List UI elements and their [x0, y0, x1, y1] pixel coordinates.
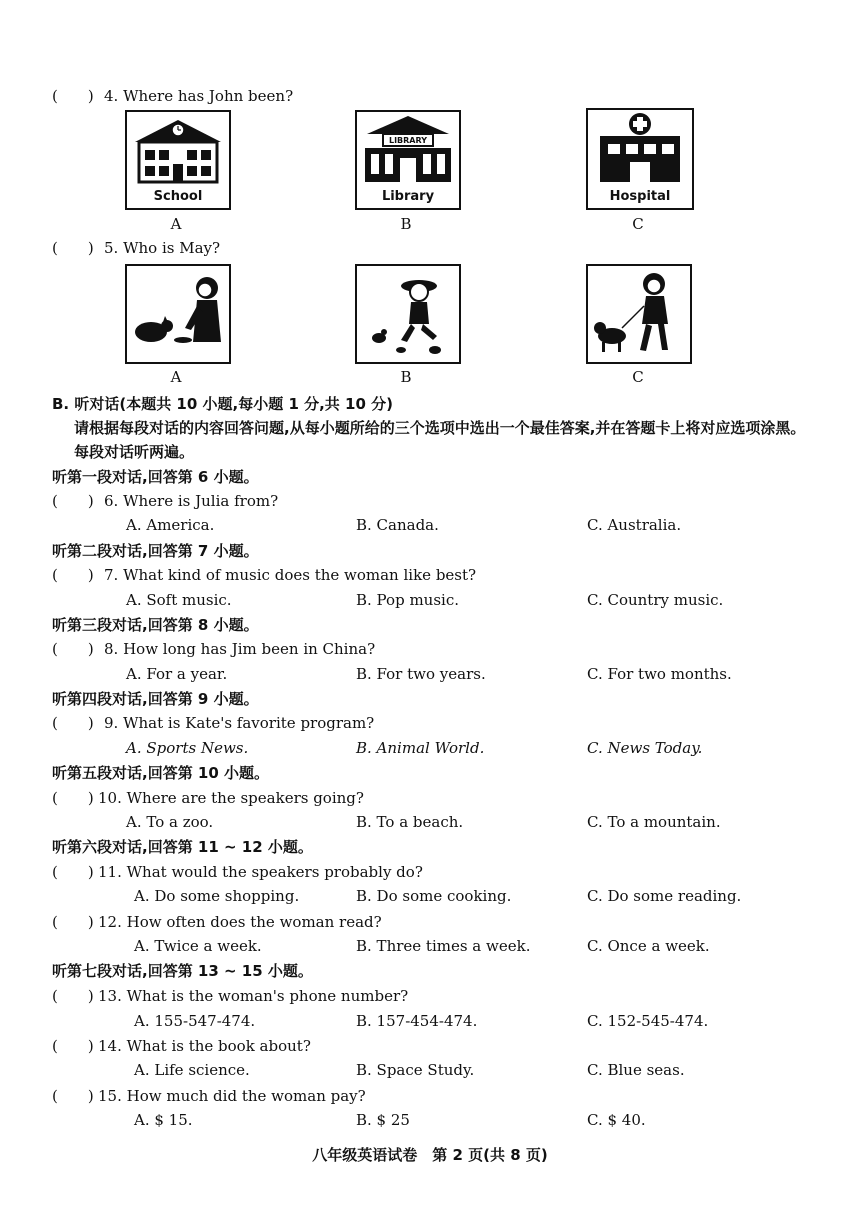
question-8: 8. How long has Jim been in China?: [104, 640, 376, 658]
question-12: 12. How often does the woman read?: [98, 913, 382, 931]
answer-blank-13[interactable]: ( ): [52, 987, 94, 1005]
question-15: 15. How much did the woman pay?: [98, 1087, 366, 1105]
answer-blank-15[interactable]: ( ): [52, 1087, 94, 1105]
answer-blank-14[interactable]: ( ): [52, 1037, 94, 1055]
question-4: 4. Where has John been?: [104, 87, 294, 105]
option-5c-letter[interactable]: C: [632, 368, 644, 386]
option-13a[interactable]: A. 155-547-474.: [134, 1012, 256, 1030]
option-4a-caption: School: [153, 189, 203, 204]
school-icon: [127, 112, 229, 184]
dialogue-7-intro: 听第七段对话,回答第 13 ~ 15 小题。: [52, 962, 313, 980]
option-4b-letter[interactable]: B: [400, 215, 412, 233]
answer-blank-5[interactable]: ( ): [52, 239, 94, 257]
boy-chasing-chickens-icon: [357, 266, 459, 362]
option-10b[interactable]: B. To a beach.: [356, 813, 464, 831]
option-12a[interactable]: A. Twice a week.: [134, 937, 262, 955]
option-5a-picture: [125, 264, 231, 364]
option-8b[interactable]: B. For two years.: [356, 665, 486, 683]
option-11b[interactable]: B. Do some cooking.: [356, 887, 512, 905]
option-13b[interactable]: B. 157-454-474.: [356, 1012, 478, 1030]
option-13c[interactable]: C. 152-545-474.: [587, 1012, 709, 1030]
dialogue-5-intro: 听第五段对话,回答第 10 小题。: [52, 764, 270, 782]
answer-blank-9[interactable]: ( ): [52, 714, 94, 732]
section-b-instructions: 请根据每段对话的内容回答问题,从每小题所给的三个选项中选出一个最佳答案,并在答题卡上将对应选项涂黑。每段对话听两遍。: [74, 419, 806, 461]
option-14a[interactable]: A. Life science.: [134, 1061, 250, 1079]
answer-blank-4[interactable]: ( ): [52, 87, 94, 105]
option-6a[interactable]: A. America.: [126, 516, 215, 534]
option-8a[interactable]: A. For a year.: [126, 665, 228, 683]
option-6b[interactable]: B. Canada.: [356, 516, 439, 534]
dialogue-6-intro: 听第六段对话,回答第 11 ~ 12 小题。: [52, 838, 313, 856]
option-4a-letter[interactable]: A: [170, 215, 182, 233]
girl-feeding-cat-icon: [127, 266, 229, 362]
hospital-icon: [588, 110, 692, 184]
option-9c[interactable]: C. News Today.: [587, 739, 703, 757]
option-10c[interactable]: C. To a mountain.: [587, 813, 721, 831]
question-11: 11. What would the speakers probably do?: [98, 863, 423, 881]
option-5b-picture: [355, 264, 461, 364]
page-footer: 八年级英语试卷 第 2 页(共 8 页): [312, 1146, 548, 1164]
option-12c[interactable]: C. Once a week.: [587, 937, 710, 955]
option-14b[interactable]: B. Space Study.: [356, 1061, 475, 1079]
answer-blank-12[interactable]: ( ): [52, 913, 94, 931]
answer-blank-11[interactable]: ( ): [52, 863, 94, 881]
svg-text:LIBRARY: LIBRARY: [388, 136, 428, 145]
option-7a[interactable]: A. Soft music.: [126, 591, 232, 609]
option-6c[interactable]: C. Australia.: [587, 516, 682, 534]
option-10a[interactable]: A. To a zoo.: [126, 813, 214, 831]
question-13: 13. What is the woman's phone number?: [98, 987, 409, 1005]
option-4c-caption: Hospital: [609, 189, 671, 204]
question-10: 10. Where are the speakers going?: [98, 789, 364, 807]
question-7: 7. What kind of music does the woman like best?: [104, 566, 477, 584]
option-4c-picture: [586, 108, 694, 210]
option-15b[interactable]: B. $ 25: [356, 1111, 410, 1129]
question-9: 9. What is Kate's favorite program?: [104, 714, 375, 732]
answer-blank-6[interactable]: ( ): [52, 492, 94, 510]
dialogue-3-intro: 听第三段对话,回答第 8 小题。: [52, 616, 259, 634]
option-14c[interactable]: C. Blue seas.: [587, 1061, 685, 1079]
option-5a-letter[interactable]: A: [170, 368, 182, 386]
option-5b-letter[interactable]: B: [400, 368, 412, 386]
option-5c-picture: [586, 264, 692, 364]
option-4c-letter[interactable]: C: [632, 215, 644, 233]
question-5: 5. Who is May?: [104, 239, 221, 257]
question-6: 6. Where is Julia from?: [104, 492, 279, 510]
answer-blank-7[interactable]: ( ): [52, 566, 94, 584]
answer-blank-8[interactable]: ( ): [52, 640, 94, 658]
option-11c[interactable]: C. Do some reading.: [587, 887, 742, 905]
dialogue-1-intro: 听第一段对话,回答第 6 小题。: [52, 468, 259, 486]
option-9a[interactable]: A. Sports News.: [126, 739, 249, 757]
option-12b[interactable]: B. Three times a week.: [356, 937, 531, 955]
library-icon: [357, 112, 459, 184]
option-7c[interactable]: C. Country music.: [587, 591, 724, 609]
dialogue-4-intro: 听第四段对话,回答第 9 小题。: [52, 690, 259, 708]
option-15c[interactable]: C. $ 40.: [587, 1111, 646, 1129]
option-4a-picture: [125, 110, 231, 210]
option-4b-caption: Library: [381, 189, 435, 204]
option-8c[interactable]: C. For two months.: [587, 665, 732, 683]
question-14: 14. What is the book about?: [98, 1037, 311, 1055]
option-9b[interactable]: B. Animal World.: [356, 739, 485, 757]
option-4b-picture: [355, 110, 461, 210]
girl-walking-dog-icon: [588, 266, 690, 362]
option-11a[interactable]: A. Do some shopping.: [134, 887, 300, 905]
option-15a[interactable]: A. $ 15.: [134, 1111, 193, 1129]
section-b-title: B. 听对话(本题共 10 小题,每小题 1 分,共 10 分): [52, 395, 393, 413]
option-7b[interactable]: B. Pop music.: [356, 591, 459, 609]
dialogue-2-intro: 听第二段对话,回答第 7 小题。: [52, 542, 259, 560]
answer-blank-10[interactable]: ( ): [52, 789, 94, 807]
